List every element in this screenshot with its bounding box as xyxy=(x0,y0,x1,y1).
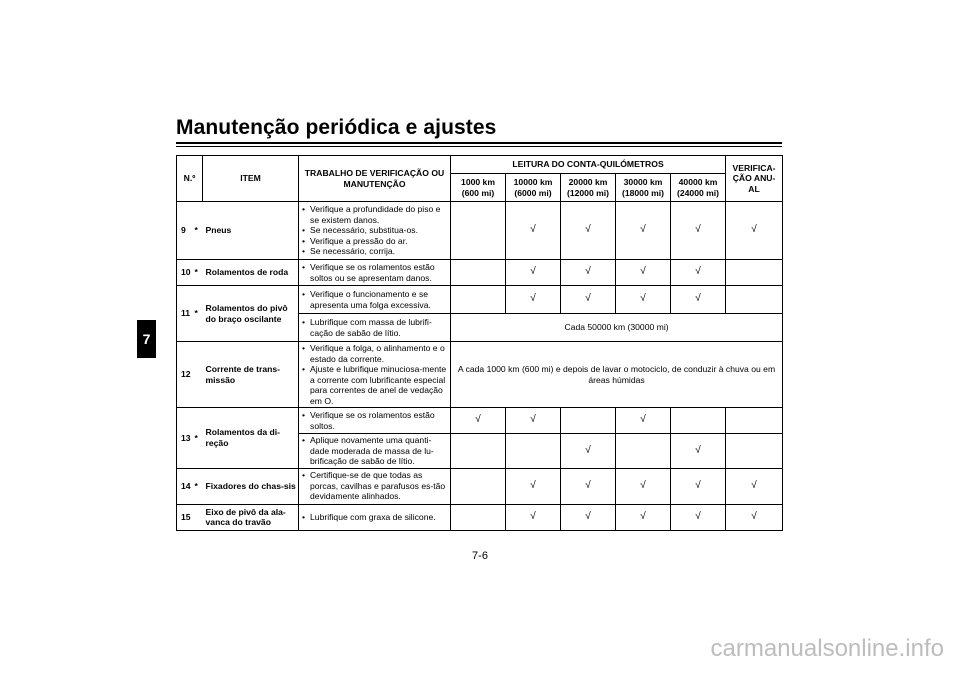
work-description xyxy=(299,314,451,342)
chapter-tab: 7 xyxy=(137,320,156,358)
header-odometer: LEITURA DO CONTA-QUILÓMETROS xyxy=(451,156,726,174)
empty-cell xyxy=(451,468,506,504)
header-km-3: 20000 km (12000 mi) xyxy=(561,174,616,202)
row-number: 10 xyxy=(177,260,195,286)
work-description xyxy=(299,342,451,408)
check-mark: √ xyxy=(506,260,561,286)
empty-cell xyxy=(726,260,783,286)
work-description xyxy=(299,286,451,314)
interval-text: A cada 1000 km (600 mi) e depois de lavar o motociclo, de conduzir à chuva ou em áreas húmidas xyxy=(451,342,783,408)
work-bullet: • Verifique a pressão do ar. xyxy=(302,236,448,247)
row-number: 9 xyxy=(177,202,195,260)
empty-cell xyxy=(726,408,783,434)
check-mark: √ xyxy=(671,434,726,469)
maintenance-table xyxy=(176,155,783,531)
header-km-2: 10000 km (6000 mi) xyxy=(506,174,561,202)
empty-cell xyxy=(616,434,671,469)
row-item: Rolamentos do pivô do braço oscilante xyxy=(203,286,299,342)
header-work: TRABALHO DE VERIFICAÇÃO OU MANUTENÇÃO xyxy=(299,156,451,202)
table-row xyxy=(177,260,783,286)
header-annual: VERIFICA-ÇÃO ANU-AL xyxy=(726,156,783,202)
empty-cell xyxy=(451,504,506,530)
header-km-1: 1000 km (600 mi) xyxy=(451,174,506,202)
work-bullet: • Verifique a folga, o alinhamento e o estado da corrente. xyxy=(302,343,448,364)
title-rule-thin xyxy=(176,146,782,147)
work-bullet: • Verifique o funcionamento e se apresenta uma folga excessiva. xyxy=(302,289,448,310)
check-mark: √ xyxy=(506,504,561,530)
table-row xyxy=(177,202,783,260)
row-star: * xyxy=(195,286,203,342)
work-bullet: • Se necessário, substitua-os. xyxy=(302,225,448,236)
header-item: ITEM xyxy=(203,156,299,202)
check-mark: √ xyxy=(561,202,616,260)
check-mark: √ xyxy=(506,408,561,434)
work-description xyxy=(299,434,451,469)
check-mark: √ xyxy=(561,286,616,314)
check-mark: √ xyxy=(616,286,671,314)
table-row xyxy=(177,342,783,408)
check-mark: √ xyxy=(616,408,671,434)
row-item: Pneus xyxy=(203,202,299,260)
check-mark: √ xyxy=(726,504,783,530)
row-star: * xyxy=(195,202,203,260)
check-mark: √ xyxy=(671,286,726,314)
header-km-4: 30000 km (18000 mi) xyxy=(616,174,671,202)
empty-cell xyxy=(726,434,783,469)
table-row xyxy=(177,408,783,434)
watermark: carmanualsonline.info xyxy=(710,635,944,662)
page-title: Manutenção periódica e ajustes xyxy=(176,116,497,139)
check-mark: √ xyxy=(451,408,506,434)
work-description xyxy=(299,408,451,434)
row-item: Rolamentos de roda xyxy=(203,260,299,286)
work-description xyxy=(299,260,451,286)
table-row xyxy=(177,468,783,504)
work-bullet: • Lubrifique com graxa de silicone. xyxy=(302,512,448,523)
row-item: Rolamentos da di-reção xyxy=(203,408,299,469)
check-mark: √ xyxy=(726,202,783,260)
row-number: 14 xyxy=(177,468,195,504)
work-bullet: • Ajuste e lubrifique minuciosa-mente a corrente com lubrificante especial para correntes de anel de vedação em O. xyxy=(302,364,448,406)
empty-cell xyxy=(451,434,506,469)
check-mark: √ xyxy=(616,202,671,260)
check-mark: √ xyxy=(561,434,616,469)
row-star: * xyxy=(195,408,203,469)
work-bullet: • Se necessário, corrija. xyxy=(302,246,448,257)
page-number: 7-6 xyxy=(472,550,488,562)
empty-cell xyxy=(451,260,506,286)
row-star xyxy=(195,504,203,530)
check-mark: √ xyxy=(616,260,671,286)
table-row xyxy=(177,286,783,314)
row-number: 15 xyxy=(177,504,195,530)
check-mark: √ xyxy=(726,468,783,504)
row-item: Corrente de trans-missão xyxy=(203,342,299,408)
check-mark: √ xyxy=(671,202,726,260)
row-star: * xyxy=(195,260,203,286)
work-description xyxy=(299,468,451,504)
row-number: 12 xyxy=(177,342,195,408)
check-mark: √ xyxy=(616,504,671,530)
check-mark: √ xyxy=(616,468,671,504)
empty-cell xyxy=(726,286,783,314)
check-mark: √ xyxy=(506,202,561,260)
work-bullet: • Lubrifique com massa de lubrifi-cação de sabão de lítio. xyxy=(302,317,448,338)
empty-cell xyxy=(506,434,561,469)
work-bullet: • Verifique se os rolamentos estão soltos ou se apresentam danos. xyxy=(302,262,448,283)
check-mark: √ xyxy=(671,504,726,530)
work-bullet: • Verifique se os rolamentos estão soltos. xyxy=(302,410,448,431)
interval-text: Cada 50000 km (30000 mi) xyxy=(451,314,783,342)
work-bullet: • Verifique a profundidade do piso e se existem danos. xyxy=(302,204,448,225)
check-mark: √ xyxy=(671,468,726,504)
empty-cell xyxy=(561,408,616,434)
check-mark: √ xyxy=(506,468,561,504)
row-number: 13 xyxy=(177,408,195,469)
row-item: Fixadores do chas-sis xyxy=(203,468,299,504)
row-number: 11 xyxy=(177,286,195,342)
empty-cell xyxy=(451,286,506,314)
table-row xyxy=(177,504,783,530)
work-bullet: • Certifique-se de que todas as porcas, cavilhas e parafusos es-tão devidamente alinhados. xyxy=(302,470,448,502)
check-mark: √ xyxy=(506,286,561,314)
work-description xyxy=(299,202,451,260)
table-body xyxy=(177,202,783,531)
check-mark: √ xyxy=(561,260,616,286)
empty-cell xyxy=(671,408,726,434)
work-bullet: • Aplique novamente uma quanti-dade moderada de massa de lu-brificação de sabão de lítio. xyxy=(302,435,448,467)
empty-cell xyxy=(451,202,506,260)
check-mark: √ xyxy=(561,504,616,530)
row-item: Eixo de pivô da ala-vanca do travão xyxy=(203,504,299,530)
work-description xyxy=(299,504,451,530)
row-star: * xyxy=(195,468,203,504)
check-mark: √ xyxy=(561,468,616,504)
check-mark: √ xyxy=(671,260,726,286)
header-km-5: 40000 km (24000 mi) xyxy=(671,174,726,202)
header-no: N.º xyxy=(177,156,203,202)
title-rule xyxy=(176,142,782,144)
row-star xyxy=(195,342,203,408)
